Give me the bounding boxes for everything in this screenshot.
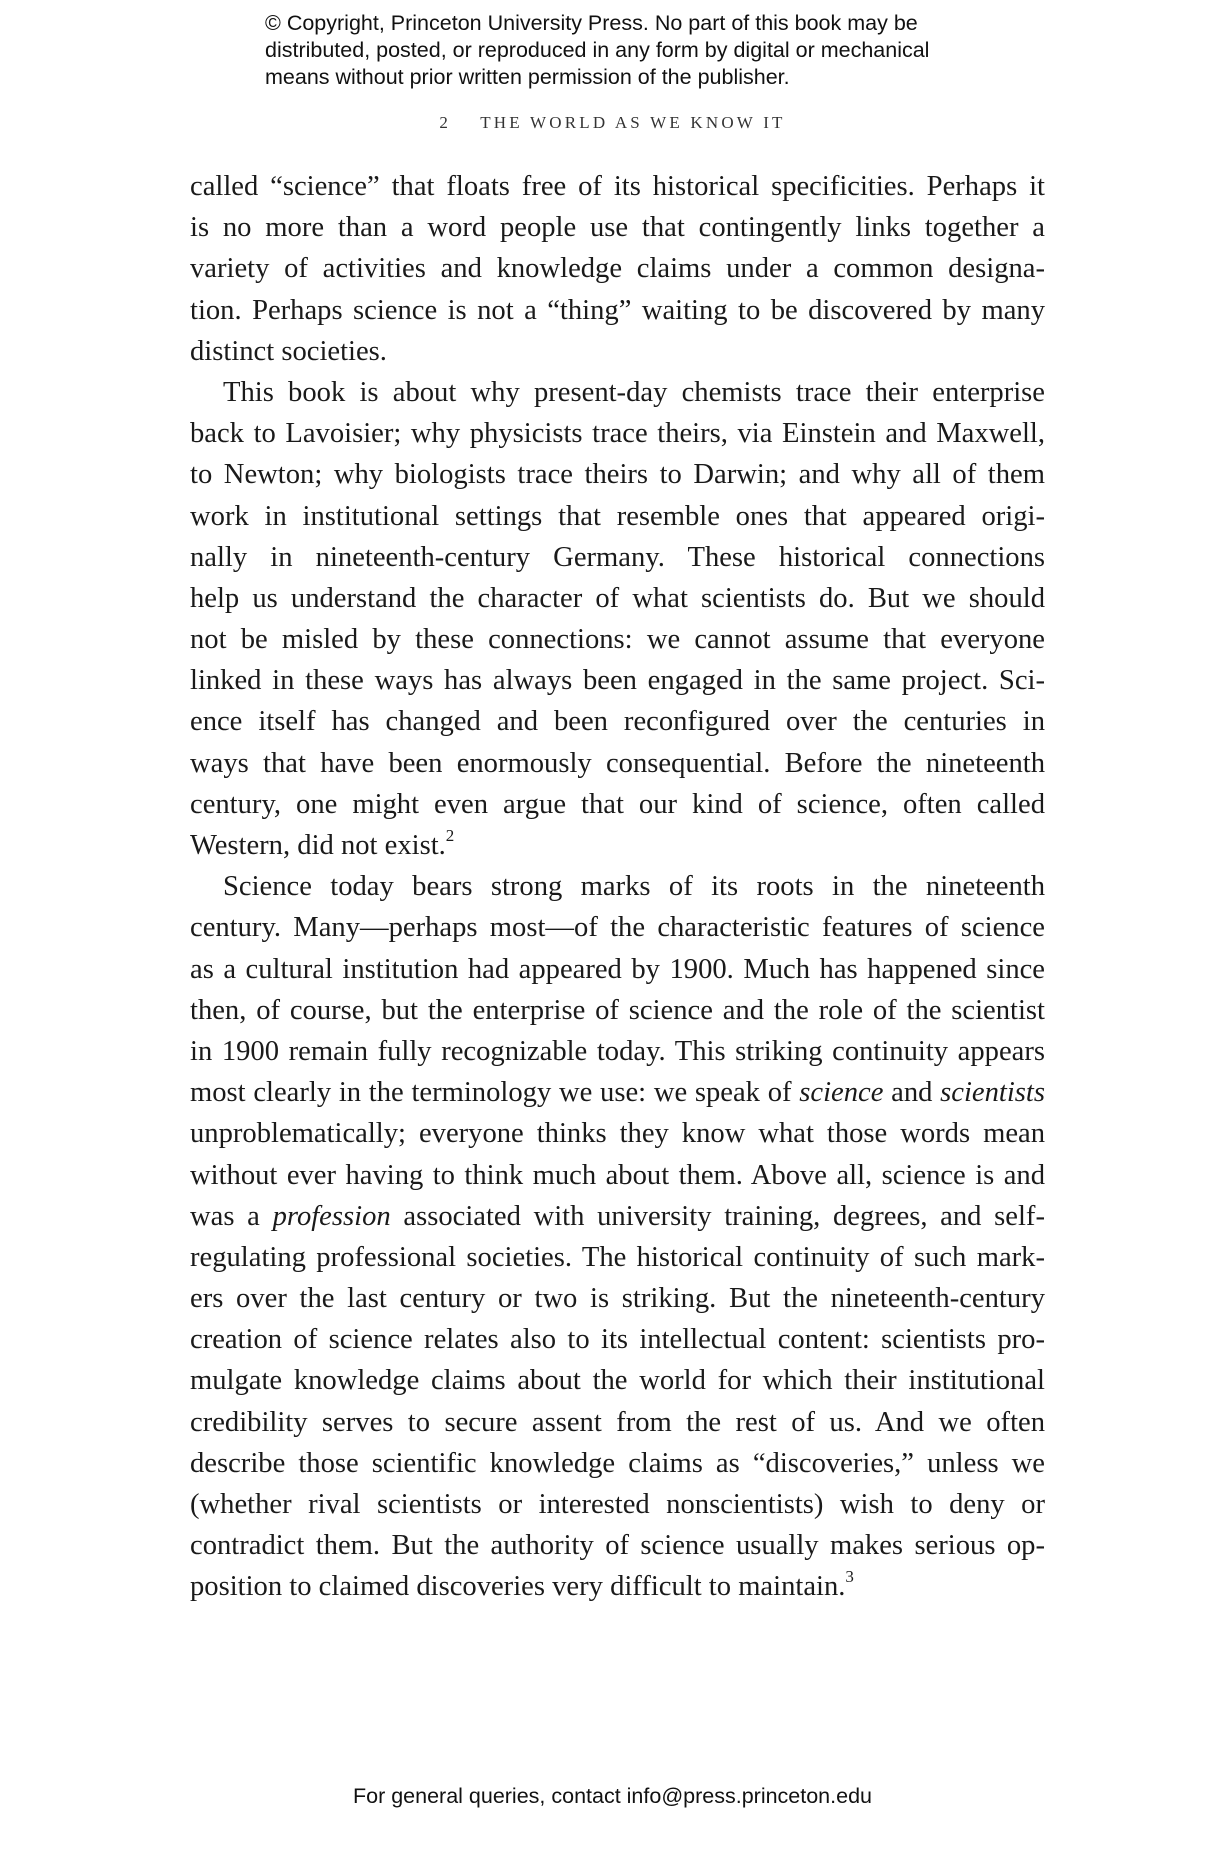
text-line: ers over the last century or two is striking. But the nineteenth-century [190, 1283, 1045, 1315]
text-line: without ever having to think much about them. Above all, science is and [190, 1159, 1045, 1191]
text-line [190, 825, 1045, 866]
footer-contact: For general queries, contact info@press.princeton.edu [352, 1784, 872, 1808]
text-line: to Newton; why biologists trace theirs to Darwin; and why all of them [190, 459, 1045, 491]
text-line: ways that have been enormously consequential. Before the nineteenth [190, 747, 1045, 779]
text-fragment: most clearly in the terminology we use: we speak of [190, 1077, 800, 1109]
text-line: This book is about why present-day chemists trace their enterprise [223, 376, 1045, 408]
text-line: century. Many—perhaps most—of the characteristic features of science [190, 912, 1045, 944]
italic-term: scientists [940, 1077, 1045, 1109]
text-fragment: was a [190, 1200, 273, 1232]
text-line [190, 1196, 1045, 1237]
running-head [0, 113, 1225, 133]
text-line: help us understand the character of what scientists do. But we should [190, 582, 1045, 614]
text-line: ence itself has changed and been reconfigured over the centuries in [190, 706, 1045, 738]
copyright-line: distributed, posted, or reproduced in any form by digital or mechanical [265, 38, 930, 62]
copyright-line: means without prior written permission of the publisher. [265, 65, 790, 89]
text-line: then, of course, but the enterprise of science and the role of the scientist [190, 994, 1045, 1026]
copyright-line: © Copyright, Princeton University Press. No part of this book may be [265, 11, 918, 35]
text-line: credibility serves to secure assent from the rest of us. And we often [190, 1406, 1045, 1438]
text-line: variety of activities and knowledge claims under a common designa- [190, 253, 1045, 285]
text-line: in 1900 remain fully recognizable today. This striking continuity appears [190, 1035, 1045, 1067]
text-line: distinct societies. [190, 335, 387, 367]
text-line: mulgate knowledge claims about the world for which their institutional [190, 1365, 1045, 1397]
text-line: linked in these ways has always been engaged in the same project. Sci- [190, 665, 1045, 697]
body-text [190, 166, 1045, 1608]
text-line: work in institutional settings that resemble ones that appeared origi- [190, 500, 1045, 532]
text-fragment: Western, did not exist. [190, 830, 446, 861]
page-number: 2 [439, 113, 452, 132]
text-line: back to Lavoisier; why physicists trace theirs, via Einstein and Maxwell, [190, 418, 1045, 450]
text-fragment: position to claimed discoveries very difficult to maintain. [190, 1571, 846, 1603]
text-line: contradict them. But the authority of science usually makes serious op- [190, 1530, 1045, 1562]
text-line: as a cultural institution had appeared by 1900. Much has happened since [190, 953, 1045, 985]
italic-term: profession [272, 1200, 391, 1232]
running-head-title: THE WORLD AS WE KNOW IT [480, 113, 786, 132]
text-line: is no more than a word people use that contingently links together a [190, 212, 1045, 244]
copyright-notice [265, 10, 1025, 91]
footnote-ref: 3 [845, 1567, 854, 1587]
text-line: (whether rival scientists or interested nonscientists) wish to deny or [190, 1489, 1045, 1520]
text-line: regulating professional societies. The historical continuity of such mark- [190, 1241, 1045, 1273]
text-line [190, 1566, 1045, 1607]
text-line: Science today bears strong marks of its roots in the nineteenth [223, 871, 1045, 903]
italic-term: science [799, 1077, 884, 1109]
footnote-ref: 2 [445, 826, 455, 845]
text-line: tion. Perhaps science is not a “thing” waiting to be discovered by many [190, 294, 1045, 326]
text-line: creation of science relates also to its intellectual content: scientists pro- [190, 1324, 1045, 1356]
text-line: century, one might even argue that our kind of science, often called [190, 788, 1045, 820]
text-fragment: and [883, 1077, 941, 1109]
text-line: called “science” that floats free of its historical specificities. Perhaps it [190, 171, 1045, 202]
text-line: describe those scientific knowledge claims as “discoveries,” unless we [190, 1447, 1045, 1479]
text-line: nally in nineteenth-century Germany. These historical connections [190, 541, 1045, 573]
text-fragment: associated with university training, degrees, and self- [390, 1200, 1045, 1232]
text-line: unproblematically; everyone thinks they know what those words mean [190, 1118, 1045, 1150]
text-line [190, 1072, 1045, 1113]
text-line: not be misled by these connections: we cannot assume that everyone [190, 624, 1045, 656]
